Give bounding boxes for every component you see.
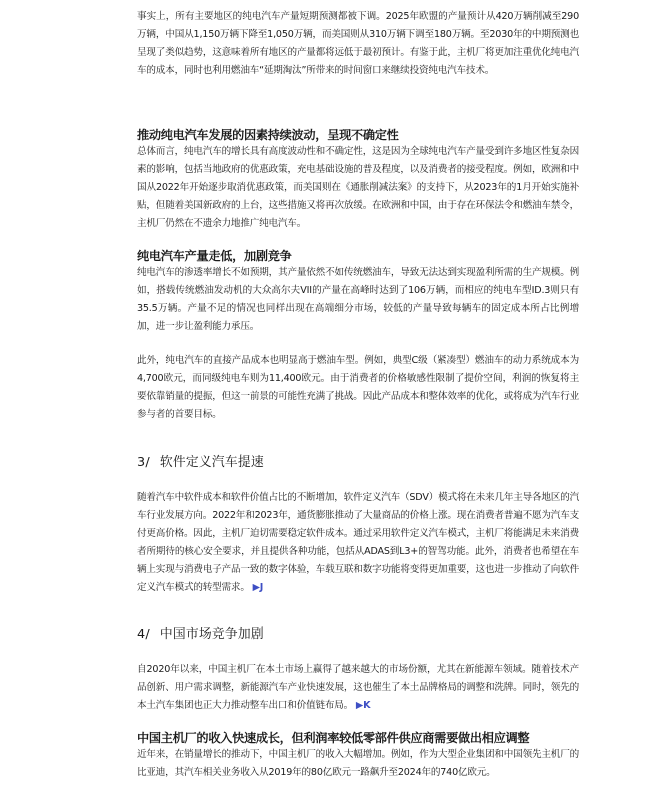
subheading-factors — [137, 126, 579, 144]
paragraph-revenue — [137, 746, 579, 782]
paragraph-cost — [137, 352, 579, 424]
section-title-text: 软件定义汽车提速 — [159, 455, 264, 470]
paragraph-text: 近年来，在销量增长的推动下，中国主机厂的收入大幅增加。例如，作为大型企业集团和中国领先主机厂的比亚迪，其汽车相关业务收入从2019年的80亿欧元一路飙升至2024年的740亿欧元。 — [137, 749, 579, 778]
section-heading-3 — [137, 453, 579, 473]
section-title — [137, 625, 579, 645]
paragraph-text — [137, 661, 579, 715]
paragraph-text: 事实上，所有主要地区的纯电汽车产量短期预测都被下调。2025年欧盟的产量预计从420万辆削减至290万辆，中国从1,150万辆下降至1,050万辆，而美国则从310万辆下调至180万辆。至2030年的中期预测也呈现了类似趋势，这意味着所有地区的产量都将远低于最初预计。有鉴于此，主机厂将更加注重优化纯电汽车的成本，同时也利用燃油车“延期淘汰”所带来的时间窗口来继续投资纯电汽车技术。 — [137, 11, 579, 76]
paragraph-output — [137, 264, 579, 336]
paragraph-text: 纯电汽车的渗透率增长不如预期，其产量依然不如传统燃油车，导致无法达到实现盈利所需的生产规模。例如，搭载传统燃油发动机的大众高尔夫VII的产量在高峰时达到了106万辆，而相应的纯电车型ID.3则只有35.5万辆。产量不足的情况也同样出现在高端细分市场，较低的产量导致每辆车的固定成本所占比例增加，进一步让盈利能力承压。 — [137, 267, 579, 332]
section-number: 4/ — [137, 627, 150, 642]
paragraph-china — [137, 661, 579, 715]
subheading-text: 纯电汽车产量走低，加剧竞争 — [137, 249, 292, 263]
section-title-text: 中国市场竞争加剧 — [159, 627, 264, 642]
paragraph-factors — [137, 143, 579, 233]
exhibit-link-j[interactable]: ▶J — [252, 582, 264, 593]
paragraph-text — [137, 489, 579, 597]
subheading-text: 推动纯电汽车发展的因素持续波动，呈现不确定性 — [137, 128, 399, 142]
subheading-revenue — [137, 729, 579, 747]
paragraph-body: 随着汽车中软件成本和软件价值占比的不断增加，软件定义汽车（SDV）模式将在未来几年主导各地区的汽车行业发展方向。2022年和2023年，通货膨胀推动了大量商品的价格上涨。现在消费者普遍不愿为汽车支付更高价格。因此，主机厂迫切需要稳定软件成本。通过采用软件定义汽车模式，主机厂将能满足未来消费者所期待的核心安全要求，并且提供各种功能，包括从ADAS到L3+的智驾功能。此外，消费者也希望在车辆上实现与消费电子产品一致的数字体验，车载互联和数字功能将变得更加重要，这也进一步推动了向软件定义汽车模式的转型需求。 — [137, 492, 579, 593]
subheading-output — [137, 247, 579, 265]
paragraph-text: 此外，纯电汽车的直接产品成本也明显高于燃油车型。例如，典型C级（紧凑型）燃油车的动力系统成本为4,700欧元，而同级纯电车则为11,400欧元。由于消费者的价格敏感性限制了提价空间，利润的恢复将主要依靠销量的提振，但这一前景的可能性充满了挑战。因此产品成本和整体效率的优化，或将成为汽车行业参与者的首要目标。 — [137, 355, 579, 420]
subheading-text: 中国主机厂的收入快速成长，但利润率较低零部件供应商需要做出相应调整 — [137, 731, 530, 745]
section-title — [137, 453, 579, 473]
section-heading-4 — [137, 625, 579, 645]
section-number: 3/ — [137, 455, 150, 470]
paragraph-text: 总体而言，纯电汽车的增长具有高度波动性和不确定性，这是因为全球纯电汽车产量受到许多地区性复杂因素的影响，包括当地政府的优惠政策，充电基础设施的普及程度，以及消费者的接受程度。例如，欧洲和中国从2022年开始逐步取消优惠政策，而美国则在《通胀削减法案》的支持下，从2023年的1月开始实施补贴，但随着美国新政府的上台，这些措施又将再次放缓。在欧洲和中国，由于存在环保法令和燃油车禁令，主机厂仍然在不遗余力地推广纯电汽车。 — [137, 146, 579, 229]
paragraph-bev-forecast — [137, 8, 579, 80]
paragraph-body: 自2020年以来，中国主机厂在本土市场上赢得了越来越大的市场份额，尤其在新能源车领域。随着技术产品创新、用户需求调整，新能源汽车产业快速发展，这也催生了本土品牌格局的调整和洗牌。同时，领先的本土汽车集团也正大力推动整车出口和价值链布局。 — [137, 664, 579, 711]
paragraph-sdv — [137, 489, 579, 597]
exhibit-link-k[interactable]: ▶K — [355, 700, 371, 711]
